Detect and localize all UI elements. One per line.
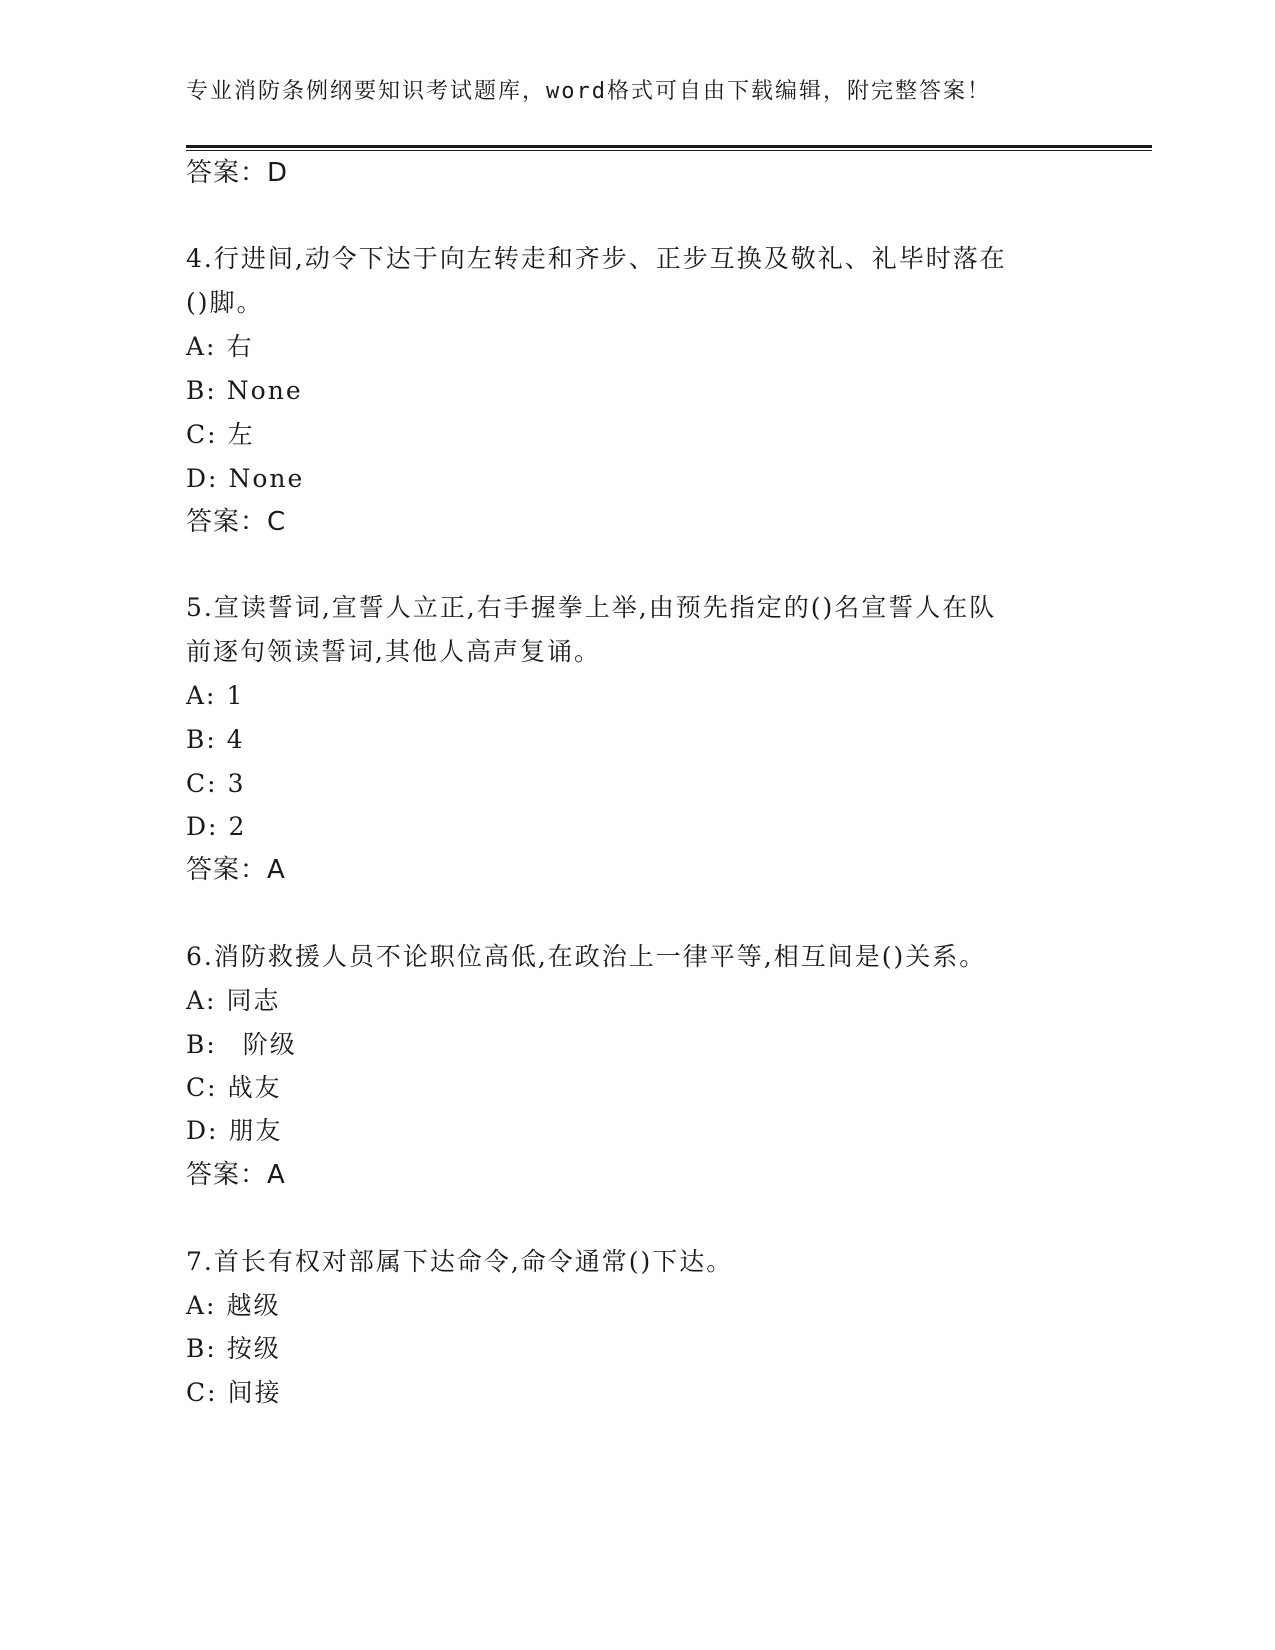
option-letter: A: [186,986,217,1015]
option-letter: C: [186,420,218,449]
question-5-answer: 答案：A [186,855,286,885]
option-text: 阶级 [242,1030,297,1059]
header-divider-thick [186,145,1152,148]
question-5-option-a [186,681,244,711]
option-text: 4 [226,725,245,754]
option-letter: C: [186,1073,218,1102]
header-divider-thin [186,150,1152,151]
option-text: 右 [226,332,254,361]
option-text: 按级 [226,1334,281,1363]
option-letter: D: [186,464,219,493]
question-6-option-b [186,1030,297,1060]
question-4-option-a [186,332,254,362]
question-4-answer: 答案：C [186,507,287,537]
question-5-option-b [186,725,245,755]
option-letter: A: [186,332,217,361]
option-text: 战友 [227,1073,282,1102]
question-4-line-1: 4.行进间,动令下达于向左转走和齐步、正步互换及敬礼、礼毕时落在 [186,244,1007,273]
question-6-answer: 答案：A [186,1160,286,1190]
question-5-line-1: 5.宣读誓词,宣誓人立正,右手握拳上举,由预先指定的()名宣誓人在队 [186,593,997,622]
option-letter: B: [186,376,217,405]
option-text: None [228,464,305,493]
option-text: 2 [228,812,247,841]
option-letter: B: [186,1334,217,1363]
question-5-line-2: 前逐句领读誓词,其他人高声复诵。 [186,637,601,666]
option-letter: D: [186,1116,219,1145]
option-text: 朋友 [228,1116,283,1145]
option-letter: B: [186,1030,217,1059]
question-5-option-c [186,769,245,799]
option-text: 3 [227,769,246,798]
question-7-option-a [186,1291,281,1321]
answer-prev: 答案：D [186,158,289,188]
option-letter: D: [186,812,219,841]
question-7-option-c [186,1378,282,1408]
option-text: 间接 [227,1378,282,1407]
question-4-option-d [186,464,304,494]
option-letter: A: [186,681,217,710]
option-text: 1 [226,681,245,710]
question-7-option-b [186,1334,281,1364]
option-letter: A: [186,1291,217,1320]
question-5-option-d [186,812,246,842]
option-letter: C: [186,769,218,798]
question-6-option-d [186,1116,282,1146]
option-text: None [226,376,303,405]
question-4-line-2: ()脚。 [186,288,264,317]
question-4-option-b [186,376,303,406]
question-7-line-1: 7.首长有权对部属下达命令,命令通常()下达。 [186,1247,734,1276]
question-4-option-c [186,420,255,450]
question-6-line-1: 6.消防救援人员不论职位高低,在政治上一律平等,相互间是()关系。 [186,942,987,971]
option-text: 左 [227,420,255,449]
option-letter: B: [186,725,217,754]
option-text: 越级 [226,1291,281,1320]
question-6-option-a [186,986,281,1016]
page-header-text: 专业消防条例纲要知识考试题库，word格式可自由下载编辑，附完整答案！ [186,79,991,104]
question-6-option-c [186,1073,282,1103]
option-letter: C: [186,1378,218,1407]
option-text: 同志 [226,986,281,1015]
